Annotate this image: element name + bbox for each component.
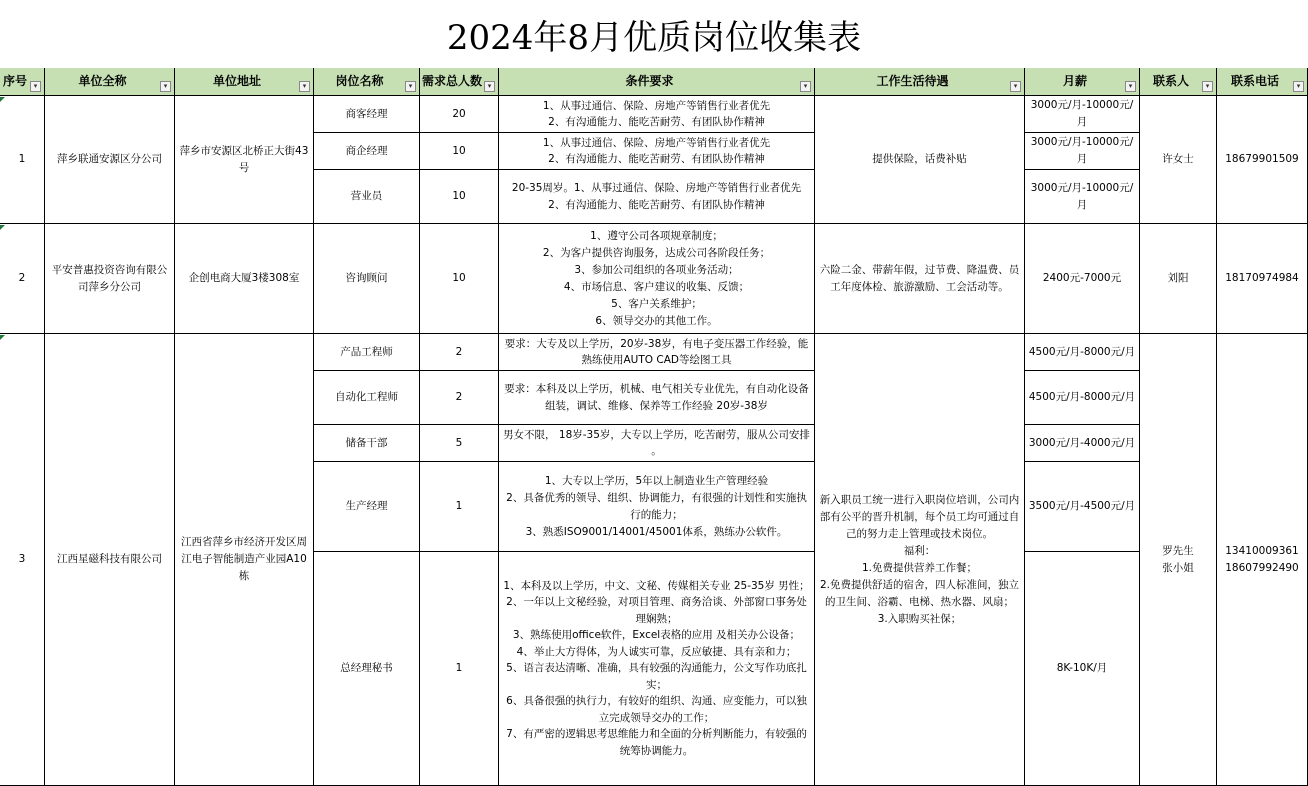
position-count[interactable]: 1 <box>420 552 499 786</box>
requirement-line: 3、熟练使用office软件，Excel表格的应用 及相关办公设备； <box>512 629 801 642</box>
header-salary[interactable] <box>1025 68 1140 96</box>
position-salary[interactable]: 3000元/月-10000元/月 <box>1025 170 1140 224</box>
requirement-line: 4、市场信息、客户建议的收集、反馈； <box>563 280 750 293</box>
header-company[interactable] <box>45 68 175 96</box>
filter-dropdown-icon[interactable]: ▾ <box>299 81 310 92</box>
position-salary[interactable]: 3000元/月-10000元/月 <box>1025 96 1140 133</box>
requirement-line: 6、领导交办的其他工作。 <box>595 314 718 327</box>
position-title[interactable]: 营业员 <box>314 170 420 224</box>
header-count[interactable] <box>420 68 499 96</box>
header-label: 联系电话 <box>1230 74 1279 88</box>
filter-dropdown-icon[interactable]: ▾ <box>800 81 811 92</box>
header-benefits[interactable] <box>815 68 1025 96</box>
header-label: 单位全称 <box>78 74 127 88</box>
requirement-line: 5、客户关系维护； <box>611 297 702 310</box>
header-phone[interactable] <box>1217 68 1308 96</box>
company-address[interactable]: 江西省萍乡市经济开发区周江电子智能制造产业园A10栋 <box>175 334 314 786</box>
requirement-line: 1、本科及以上学历，中文、文秘、传媒相关专业 25-35岁 男性； <box>503 579 810 592</box>
filter-dropdown-icon[interactable]: ▾ <box>1293 81 1304 92</box>
position-count[interactable]: 20 <box>420 96 499 133</box>
company-name[interactable]: 江西星磁科技有限公司 <box>45 334 175 786</box>
company-name[interactable]: 平安普惠投资咨询有限公司萍乡分公司 <box>45 224 175 334</box>
position-requirements[interactable] <box>499 462 815 552</box>
requirement-line: 2、为客户提供咨询服务，达成公司各阶段任务； <box>542 246 771 259</box>
position-requirements[interactable] <box>499 552 815 786</box>
benefit-line: 1.免费提供营养工作餐； <box>861 561 978 574</box>
position-count[interactable]: 10 <box>420 133 499 170</box>
row-number[interactable]: 2 <box>0 224 45 334</box>
company-phone[interactable]: 18170974984 <box>1217 224 1308 334</box>
company-contact[interactable]: 刘阳 <box>1140 224 1217 334</box>
requirement-line: 1、大专以上学历，5年以上制造业生产管理经验 <box>544 474 769 487</box>
header-label: 需求总人数 <box>422 74 483 88</box>
company-benefits[interactable]: 六险二金、带薪年假，过节费、降温费、员工年度体检、旅游激励、工会活动等。 <box>815 224 1025 334</box>
company-contact[interactable]: 许女士 <box>1140 96 1217 224</box>
position-requirements[interactable] <box>499 224 815 334</box>
company-benefits[interactable]: 提供保险，话费补贴 <box>815 96 1025 224</box>
requirement-line: 2、一年以上文秘经验，对项目管理、商务洽谈、外部窗口事务处理娴熟； <box>506 596 807 625</box>
position-title[interactable]: 产品工程师 <box>314 334 420 371</box>
position-requirements[interactable] <box>499 170 815 224</box>
filter-dropdown-icon[interactable]: ▾ <box>1125 81 1136 92</box>
filter-dropdown-icon[interactable]: ▾ <box>484 81 495 92</box>
company-address[interactable]: 企创电商大厦3楼308室 <box>175 224 314 334</box>
position-salary[interactable]: 4500元/月-8000元/月 <box>1025 334 1140 371</box>
position-title[interactable]: 商客经理 <box>314 96 420 133</box>
header-address[interactable] <box>175 68 314 96</box>
position-salary[interactable]: 3500元/月-4500元/月 <box>1025 462 1140 552</box>
header-label: 岗位名称 <box>335 74 384 88</box>
position-title[interactable]: 商企经理 <box>314 133 420 170</box>
company-phone[interactable] <box>1217 334 1308 786</box>
header-label: 工作生活待遇 <box>876 74 949 88</box>
requirement-line: 1、遵守公司各项规章制度； <box>590 229 723 242</box>
header-no[interactable] <box>0 68 45 96</box>
filter-dropdown-icon[interactable]: ▾ <box>160 81 171 92</box>
header-label: 条件要求 <box>625 74 674 88</box>
benefit-line: 福利： <box>903 544 936 557</box>
position-requirements[interactable] <box>499 133 815 170</box>
phone-number: 13410009361 <box>1225 544 1299 557</box>
sheet-title: 2024年8月优质岗位收集表 <box>0 0 1308 69</box>
filter-dropdown-icon[interactable]: ▾ <box>30 81 41 92</box>
requirement-line: 6、具备很强的执行力，有较好的组织、沟通、应变能力，可以独立完成领导交办的工作； <box>506 695 807 724</box>
phone-number: 18607992490 <box>1225 561 1299 574</box>
position-count[interactable]: 10 <box>420 224 499 334</box>
position-title[interactable]: 咨询顾问 <box>314 224 420 334</box>
position-salary[interactable]: 4500元/月-8000元/月 <box>1025 371 1140 425</box>
header-label: 单位地址 <box>212 74 261 88</box>
position-title[interactable]: 储备干部 <box>314 425 420 462</box>
contact-name: 张小姐 <box>1162 561 1194 574</box>
position-requirements[interactable]: 要求：大专及以上学历，20岁-38岁，有电子变压器工作经验，能熟练使用AUTO CAD等绘图工具 <box>499 334 815 371</box>
position-title[interactable]: 自动化工程师 <box>314 371 420 425</box>
filter-dropdown-icon[interactable]: ▾ <box>405 81 416 92</box>
company-contact[interactable] <box>1140 334 1217 786</box>
position-count[interactable]: 2 <box>420 371 499 425</box>
header-requirements[interactable] <box>499 68 815 96</box>
requirement-line: 4、举止大方得体，为人诚实可靠，反应敏捷、具有亲和力； <box>516 645 797 658</box>
position-count[interactable]: 2 <box>420 334 499 371</box>
filter-dropdown-icon[interactable]: ▾ <box>1010 81 1021 92</box>
position-requirements[interactable] <box>499 96 815 133</box>
requirement-line: 2、具备优秀的领导、组织、协调能力，有很强的计划性和实施执行的能力； <box>506 491 807 521</box>
row-number[interactable]: 3 <box>0 334 45 786</box>
position-requirements[interactable]: 要求：本科及以上学历，机械、电气相关专业优先，有自动化设备组装，调试、维修、保养等工作经验 20岁-38岁 <box>499 371 815 425</box>
requirement-line: 1、从事过通信、保险、房地产等销售行业者优先 <box>542 100 771 112</box>
contact-name: 罗先生 <box>1162 544 1194 557</box>
position-title[interactable]: 总经理秘书 <box>314 552 420 786</box>
position-title[interactable]: 生产经理 <box>314 462 420 552</box>
header-contact[interactable] <box>1140 68 1217 96</box>
requirement-line: 2、有沟通能力、能吃苦耐劳、有团队协作精神 <box>548 198 765 211</box>
position-salary[interactable]: 3000元/月-4000元/月 <box>1025 425 1140 462</box>
requirement-line: 20-35周岁。1、从事过通信、保险、房地产等销售行业者优先 <box>511 181 802 194</box>
header-label: 月薪 <box>1062 74 1087 88</box>
filter-dropdown-icon[interactable]: ▾ <box>1202 81 1213 92</box>
header-position[interactable] <box>314 68 420 96</box>
requirement-line: 1、从事过通信、保险、房地产等销售行业者优先 <box>542 137 771 149</box>
benefit-line: 新入职员工统一进行入职岗位培训，公司内部有公平的晋升机制，每个员工均可通过自己的努力走上管理或技术岗位。 <box>819 493 1020 540</box>
position-count[interactable]: 1 <box>420 462 499 552</box>
position-count[interactable]: 5 <box>420 425 499 462</box>
company-name[interactable]: 萍乡联通安源区分公司 <box>45 96 175 224</box>
header-label: 序号 <box>2 74 27 88</box>
requirement-line: 2、有沟通能力、能吃苦耐劳、有团队协作精神 <box>548 153 765 165</box>
row-number[interactable]: 1 <box>0 96 45 224</box>
position-salary[interactable]: 8K-10K/月 <box>1025 552 1140 786</box>
position-salary[interactable]: 2400元-7000元 <box>1025 224 1140 334</box>
company-address[interactable]: 萍乡市安源区北桥正大街43号 <box>175 96 314 224</box>
position-count[interactable]: 10 <box>420 170 499 224</box>
requirement-line: 3、熟悉ISO9001/14001/45001体系，熟练办公软件。 <box>525 525 788 538</box>
company-phone[interactable]: 18679901509 <box>1217 96 1308 224</box>
requirement-line: 2、有沟通能力、能吃苦耐劳、有团队协作精神 <box>548 116 765 128</box>
position-salary[interactable]: 3000元/月-10000元/月 <box>1025 133 1140 170</box>
header-label: 联系人 <box>1152 74 1189 88</box>
benefit-line: 3.入职购买社保； <box>877 612 962 625</box>
requirement-line: 7、有严密的逻辑思考思维能力和全面的分析判断能力，有较强的统筹协调能力。 <box>506 728 807 757</box>
requirement-line: 3、参加公司组织的各项业务活动； <box>574 263 739 276</box>
company-benefits[interactable] <box>815 334 1025 786</box>
position-requirements[interactable]: 男女不限， 18岁-35岁，大专以上学历，吃苦耐劳，服从公司安排 。 <box>499 425 815 462</box>
benefit-line: 2.免费提供舒适的宿舍，四人标准间，独立的卫生间、浴霸、电梯、热水器、风扇； <box>819 578 1020 608</box>
requirement-line: 5、语言表达清晰、准确，具有较强的沟通能力，公文写作功底扎实； <box>506 662 807 691</box>
